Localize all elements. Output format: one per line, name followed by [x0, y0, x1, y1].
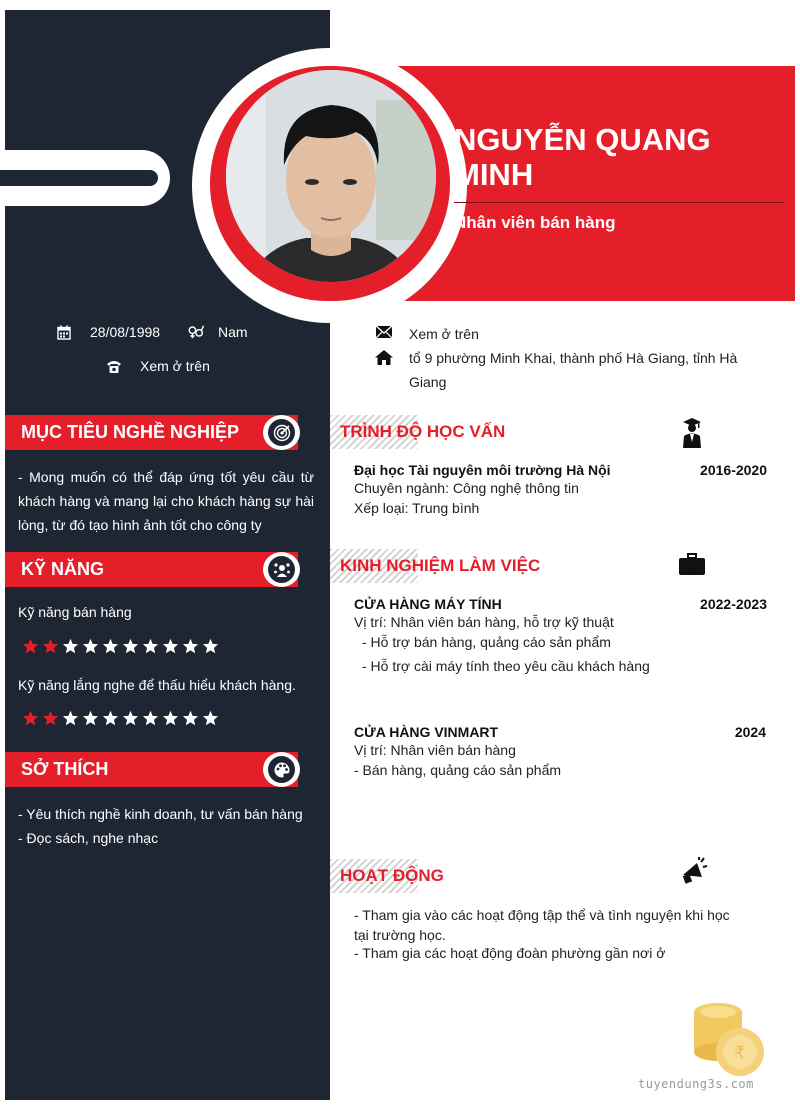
- star-empty-icon: [162, 710, 179, 727]
- job-1-duty-2: - Hỗ trợ cài máy tính theo yêu cầu khách hàng: [362, 658, 650, 674]
- birthdate-row: [56, 324, 160, 340]
- megaphone-icon: [680, 857, 708, 887]
- experience-title: KINH NGHIỆM LÀM VIỆC: [340, 556, 541, 575]
- watermark: tuyendung3s.com: [638, 1077, 754, 1091]
- star-empty-icon: [102, 710, 119, 727]
- job-1-position: Vị trí: Nhân viên bán hàng, hỗ trợ kỹ thuật: [354, 614, 614, 630]
- skills-title: KỸ NĂNG: [21, 559, 105, 579]
- objective-title: MỤC TIÊU NGHỀ NGHIỆP: [21, 422, 240, 442]
- star-empty-icon: [82, 638, 99, 655]
- job-2-company: CỬA HÀNG VINMART: [354, 724, 499, 740]
- skills-header: [5, 552, 298, 587]
- star-empty-icon: [182, 638, 199, 655]
- activities-title: HOẠT ĐỘNG: [340, 866, 444, 885]
- education-years: 2016-2020: [700, 462, 767, 478]
- phone-row: [106, 358, 210, 374]
- star-filled-icon: [42, 638, 59, 655]
- star-filled-icon: [22, 638, 39, 655]
- star-empty-icon: [162, 638, 179, 655]
- activity-2: - Tham gia các hoạt động đoàn phường gần nơi ở: [354, 945, 666, 961]
- calendar-icon: [56, 324, 72, 340]
- education-major: Chuyên ngành: Công nghệ thông tin: [354, 480, 579, 496]
- palette-icon: [268, 756, 295, 783]
- job-1-years: 2022-2023: [700, 596, 767, 612]
- star-empty-icon: [62, 638, 79, 655]
- hobbies-header: [5, 752, 298, 787]
- star-empty-icon: [122, 710, 139, 727]
- job-2-duty-1: - Bán hàng, quảng cáo sản phẩm: [354, 762, 562, 778]
- hobby-2: - Đọc sách, nghe nhạc: [18, 830, 159, 846]
- hobby-1: - Yêu thích nghề kinh doanh, tư vấn bán hàng: [18, 806, 303, 822]
- star-filled-icon: [42, 710, 59, 727]
- star-empty-icon: [102, 638, 119, 655]
- svg-text:₹: ₹: [734, 1043, 746, 1064]
- skills-icon: [268, 556, 295, 583]
- decorative-pill-inner: [0, 170, 158, 186]
- star-empty-icon: [202, 710, 219, 727]
- phone: Xem ở trên: [140, 358, 210, 374]
- address: tổ 9 phường Minh Khai, thành phố Hà Giang, tỉnh Hà Giang: [409, 350, 738, 390]
- skill-name-1: Kỹ năng bán hàng: [18, 604, 132, 620]
- education-school: Đại học Tài nguyên môi trường Hà Nội: [354, 462, 611, 478]
- skill-rating-2: [22, 710, 219, 727]
- target-icon: [268, 419, 295, 446]
- job-1-duty-1: - Hỗ trợ bán hàng, quảng cáo sản phẩm: [362, 634, 611, 650]
- star-filled-icon: [22, 710, 39, 727]
- star-empty-icon: [82, 710, 99, 727]
- gender-row: [188, 324, 248, 340]
- coins-decoration: [688, 998, 770, 1083]
- birthdate: 28/08/1998: [90, 324, 161, 340]
- job-1-company: CỬA HÀNG MÁY TÍNH: [354, 596, 502, 612]
- graduate-icon: [681, 416, 703, 448]
- profile-photo: [226, 70, 436, 282]
- skill-rating-1: [22, 638, 219, 655]
- star-empty-icon: [142, 710, 159, 727]
- gender: Nam: [218, 324, 248, 340]
- email-row: [375, 322, 479, 346]
- job-2-years: 2024: [734, 724, 766, 740]
- education-header: [330, 415, 505, 449]
- experience-header: [330, 549, 540, 583]
- star-empty-icon: [142, 638, 159, 655]
- briefcase-icon: [679, 553, 705, 575]
- job-2-position: Vị trí: Nhân viên bán hàng: [354, 742, 516, 758]
- name-divider: [454, 202, 784, 203]
- gender-icon: [188, 324, 204, 340]
- activity-1: - Tham gia vào các hoạt động tập thể và tình nguyện khi học tại trường học.: [354, 907, 730, 943]
- email-icon: [375, 322, 393, 346]
- star-empty-icon: [62, 710, 79, 727]
- hobbies-title: SỞ THÍCH: [21, 759, 109, 779]
- education-title: TRÌNH ĐỘ HỌC VẤN: [340, 422, 506, 441]
- activities-header: [330, 859, 444, 893]
- star-empty-icon: [122, 638, 139, 655]
- star-empty-icon: [202, 638, 219, 655]
- star-empty-icon: [182, 710, 199, 727]
- education-grade: Xếp loại: Trung bình: [354, 500, 480, 516]
- email: Xem ở trên: [409, 326, 479, 342]
- home-icon: [375, 346, 393, 394]
- candidate-name: NGUYỄN QUANG MINH: [454, 122, 711, 192]
- objective-text: - Mong muốn có thể đáp ứng tốt yêu cầu từ khách hàng và mang lại cho khách hàng sự hài lòng, từ đó tạo hình ảnh tốt cho công ty: [18, 469, 314, 533]
- job-title: Nhân viên bán hàng: [454, 213, 616, 232]
- objective-header: [5, 415, 298, 450]
- skill-name-2: Kỹ năng lắng nghe để thấu hiểu khách hàng.: [18, 677, 296, 693]
- address-row: [375, 346, 755, 394]
- phone-icon: [106, 358, 122, 374]
